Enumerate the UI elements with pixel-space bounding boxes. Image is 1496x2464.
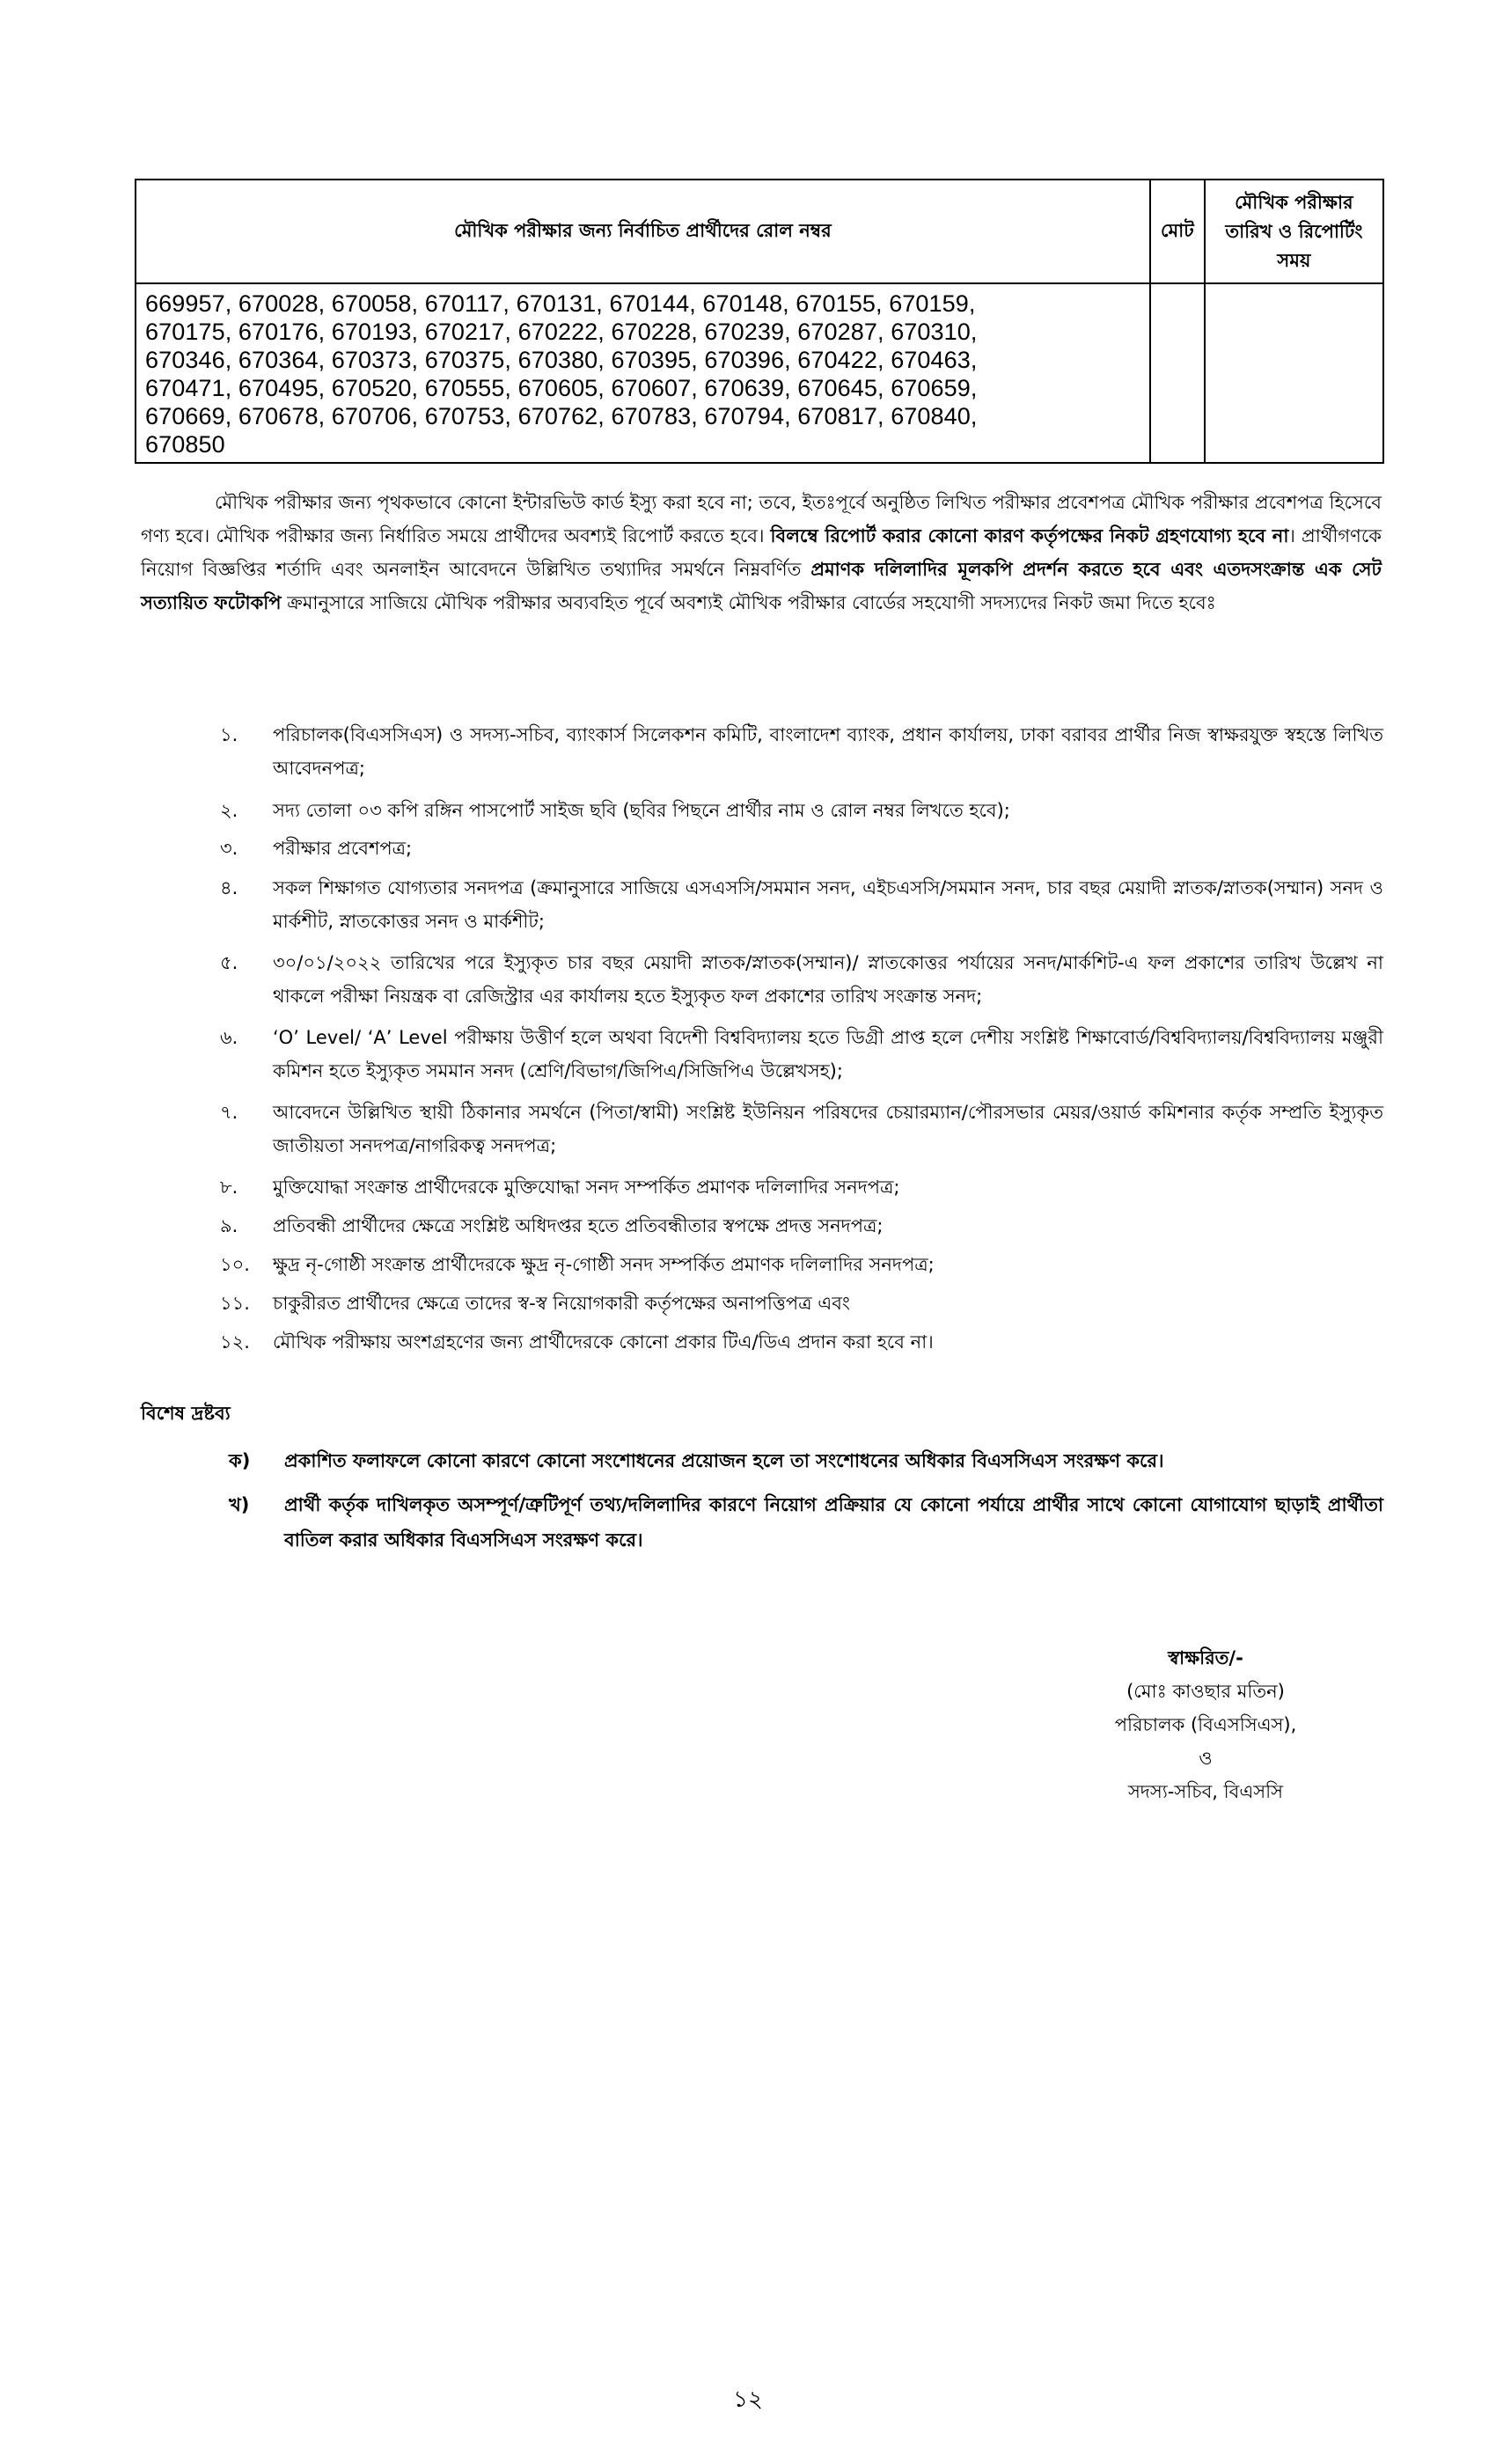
header-date-time-line: তারিখ ও রিপোর্টিং <box>1225 221 1363 242</box>
list-item-text: পরিচালক(বিএসসিএস) ও সদস্য-সচিব, ব্যাংকার্স সিলেকশন কমিটি, বাংলাদেশ ব্যাংক, প্রধান কার্যালয়, ঢাকা বরাবর প্রার্থীর নিজ স্বাক্ষরযুক্ত স্বহস্তে লিখিত আবেদনপত্র; <box>273 724 1383 779</box>
list-item-number: ৮. <box>220 1177 238 1198</box>
header-date-time <box>1205 180 1383 283</box>
list-item-text: আবেদনে উল্লিখিত স্থায়ী ঠিকানার সমর্থনে (পিতা/স্বামী) সংশ্লিষ্ট ইউনিয়ন পরিষদের চেয়ারম্যান/পৌরসভার মেয়র/ওয়ার্ড কমিশনার কর্তৃক সম্প্রতি ইস্যুকৃত জাতীয়তা সনদপত্র/নাগরিকত্ব সনদপত্র; <box>273 1102 1383 1156</box>
list-item-number: ৪. <box>220 877 238 898</box>
signatory-designation: পরিচালক (বিএসসিএস), <box>1114 1714 1297 1735</box>
list-item-number: ৫. <box>220 952 238 973</box>
header-roll-numbers: মৌখিক পরীক্ষার জন্য নির্বাচিত প্রার্থীদের রোল নম্বর <box>136 180 1150 283</box>
list-item-text: প্রতিবন্ধী প্রার্থীদের ক্ষেত্রে সংশ্লিষ্ট অধিদপ্তর হতে প্রতিবন্ধীতার স্বপক্ষে প্রদত্ত সনদপত্র; <box>273 1215 884 1236</box>
list-item-number: ৩. <box>220 838 238 859</box>
list-item-number: ২. <box>220 800 238 821</box>
list-item-number: ১১. <box>220 1293 250 1314</box>
header-date-time-line: সময় <box>1277 250 1311 271</box>
instruction-text: । প্রার্থীগণকে নিয়োগ বিজ্ঞপ্তির শর্তাদি এবং অনলাইন আবেদনে উল্লিখিত তথ্যাদির সমর্থনে নিম্নবর্ণিত <box>141 525 1382 580</box>
list-item-text: মৌখিক পরীক্ষায় অংশগ্রহণের জন্য প্রার্থীদেরকে কোনো প্রকার টিএ/ডিএ প্রদান করা হবে না। <box>273 1331 934 1353</box>
roll-line: 670346, 670364, 670373, 670375, 670380, 670395, 670396, 670422, 670463, <box>145 347 978 373</box>
list-item-text: সদ্য তোলা ০৩ কপি রঙ্গিন পাসপোর্ট সাইজ ছবি (ছবির পিছনে প্রার্থীর নাম ও রোল নম্বর লিখতে হবে); <box>273 800 1010 821</box>
roll-line: 670471, 670495, 670520, 670555, 670605, 670607, 670639, 670645, 670659, <box>145 375 978 401</box>
list-item-text: পরীক্ষার প্রবেশপত্র; <box>273 838 413 859</box>
list-item-number: ৬. <box>220 1027 238 1048</box>
list-item-number: ১২. <box>220 1331 250 1353</box>
total-cell <box>1150 283 1205 463</box>
list-item-text: মুক্তিযোদ্ধা সংক্রান্ত প্রার্থীদেরকে মুক্তিযোদ্ধা সনদ সম্পর্কিত প্রমাণক দলিলাদির সনদপত্র; <box>273 1177 900 1198</box>
list-item-text: চাকুরীরত প্রার্থীদের ক্ষেত্রে তাদের স্ব-স্ব নিয়োগকারী কর্তৃপক্ষের অনাপত্তিপত্র এবং <box>273 1293 850 1314</box>
page-number: ১২ <box>733 2387 763 2413</box>
header-total: মোট <box>1150 180 1205 283</box>
signed-label: স্বাক্ষরিত/- <box>1168 1647 1243 1668</box>
list-item-text: ‘O’ Level/ ‘A’ Level পরীক্ষায় উত্তীর্ণ হলে অথবা বিদেশী বিশ্ববিদ্যালয় হতে ডিগ্রী প্রাপ্ত হলে দেশীয় সংশ্লিষ্ট শিক্ষাবোর্ড/বিশ্ববিদ্যালয়/বিশ্ববিদ্যালয় মঞ্জুরী কমিশন হতে ইস্যুকৃত সমমান সনদ (শ্রেণি/বিভাগ/জিপিএ/সিজিপিএ উল্লেখসহ); <box>273 1027 1383 1082</box>
roll-line: 670850 <box>145 431 225 458</box>
table-row <box>136 283 1383 463</box>
instruction-text: মৌখিক পরীক্ষার জন্য পৃথকভাবে কোনো ইন্টারভিউ কার্ড ইস্যু করা হবে না; তবে, ইতঃপূর্বে অনুষ্ঠিত লিখিত পরীক্ষার প্রবেশপত্র মৌখিক পরীক্ষার প্রবেশপত্র হিসেবে গণ্য হবে। মৌখিক পরীক্ষার জন্য নির্ধারিত সময়ে প্রার্থীদের অবশ্যই রিপোর্ট করতে হবে। <box>141 492 1382 546</box>
special-note-text: প্রকাশিত ফলাফলে কোনো কারণে কোনো সংশোধনের প্রয়োজন হলে তা সংশোধনের অধিকার বিএসসিএস সংরক্ষণ করে। <box>284 1450 1164 1471</box>
instruction-bold-text: প্রমাণক দলিলাদির মূলকপি প্রদর্শন করতে হবে এবং এতদসংক্রান্ত এক সেট সত্যায়িত ফটোকপি <box>141 559 1382 613</box>
list-item-number: ১০. <box>220 1254 250 1275</box>
signatory-designation: সদস্য-সচিব, বিএসসি <box>1127 1781 1284 1802</box>
signature-block <box>1056 1641 1355 1808</box>
special-note-number: খ) <box>229 1494 250 1515</box>
roll-table <box>135 179 1384 464</box>
header-date-time-line: মৌখিক পরীক্ষার <box>1235 192 1353 213</box>
list-item-text: ক্ষুদ্র নৃ-গোষ্ঠী সংক্রান্ত প্রার্থীদেরকে ক্ষুদ্র নৃ-গোষ্ঠী সনদ সম্পর্কিত প্রমাণক দলিলাদির সনদপত্র; <box>273 1254 935 1275</box>
roll-numbers-cell <box>136 283 1150 463</box>
instruction-paragraph <box>141 486 1382 620</box>
special-note-title: বিশেষ দ্রষ্টব্য <box>141 1403 231 1424</box>
instruction-text: ক্রমানুসারে সাজিয়ে মৌখিক পরীক্ষার অব্যবহিত পূর্বে অবশ্যই মৌখিক পরীক্ষার বোর্ডের সহযোগী সদস্যদের নিকট জমা দিতে হবেঃ <box>281 592 1216 613</box>
instruction-bold-text: বিলম্বে রিপোর্ট করার কোনো কারণ কর্তৃপক্ষের নিকট গ্রহণযোগ্য হবে না <box>770 525 1289 546</box>
list-item-text: সকল শিক্ষাগত যোগ্যতার সনদপত্র (ক্রমানুসারে সাজিয়ে এসএসসি/সমমান সনদ, এইচএসসি/সমমান সনদ, চার বছর মেয়াদী স্নাতক/স্নাতক(সম্মান) সনদ ও মার্কশীট, স্নাতকোত্তর সনদ ও মার্কশীট; <box>273 877 1383 932</box>
list-item-number: ৭. <box>220 1102 238 1123</box>
roll-line: 670175, 670176, 670193, 670217, 670222, 670228, 670239, 670287, 670310, <box>145 319 978 345</box>
table-header-row <box>136 180 1383 283</box>
roll-line: 669957, 670028, 670058, 670117, 670131, 670144, 670148, 670155, 670159, <box>145 290 976 317</box>
special-note-text: প্রার্থী কর্তৃক দাখিলকৃত অসম্পূর্ণ/ত্রুটিপূর্ণ তথ্য/দলিলাদির কারণে নিয়োগ প্রক্রিয়ার যে কোনো পর্যায়ে প্রার্থীর সাথে কোনো যোগাযোগ ছাড়াই প্রার্থীতা বাতিল করার অধিকার বিএসসিএস সংরক্ষণ করে। <box>284 1494 1383 1551</box>
special-note-number: ক) <box>229 1450 251 1471</box>
date-time-cell <box>1205 283 1383 463</box>
signatory-conjunction: ও <box>1199 1748 1213 1769</box>
list-item-text: ৩০/০১/২০২২ তারিখের পরে ইস্যুকৃত চার বছর মেয়াদী স্নাতক/স্নাতক(সম্মান)/ স্নাতকোত্তর পর্যায়ের সনদ/মার্কশিট-এ ফল প্রকাশের তারিখ উল্লেখ না থাকলে পরীক্ষা নিয়ন্ত্রক বা রেজিস্ট্রার এর কার্যালয় হতে ইস্যুকৃত ফল প্রকাশের তারিখ সংক্রান্ত সনদ; <box>273 952 1383 1007</box>
list-item-number: ৯. <box>220 1215 238 1236</box>
signatory-name: (মোঃ কাওছার মতিন) <box>1126 1681 1285 1702</box>
roll-line: 670669, 670678, 670706, 670753, 670762, 670783, 670794, 670817, 670840, <box>145 403 978 429</box>
list-item-number: ১. <box>220 724 238 745</box>
